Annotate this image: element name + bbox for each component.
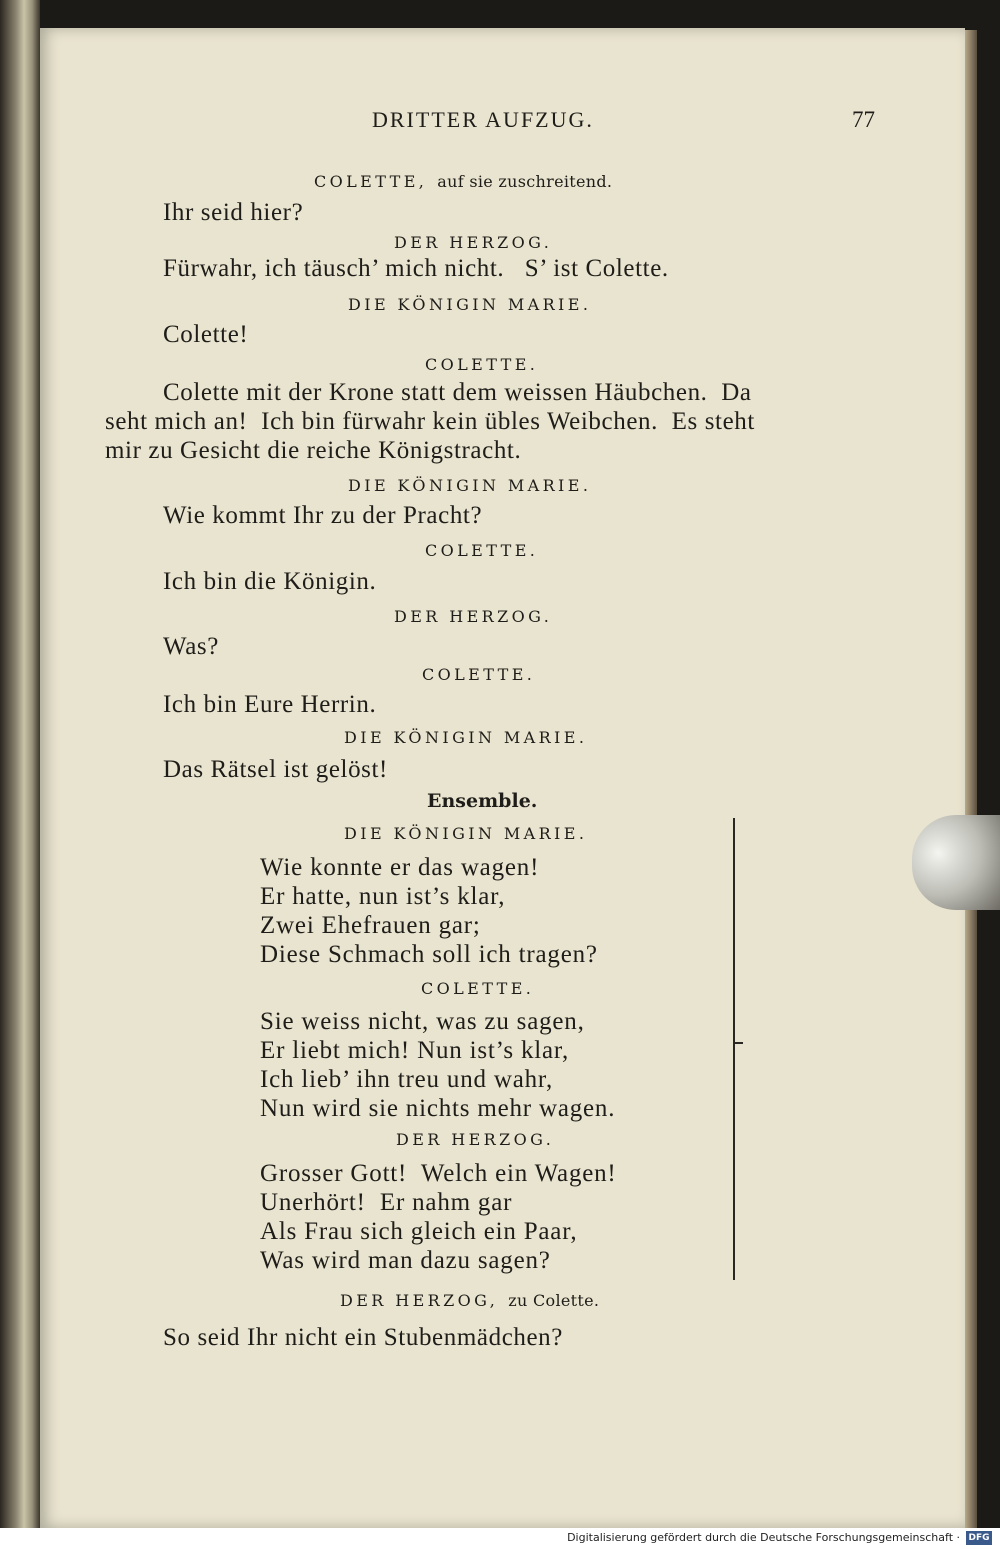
dialogue-line: mir zu Gesicht die reiche Königstracht. — [105, 437, 522, 464]
speaker-heading: DIE KÖNIGIN MARIE. — [344, 824, 588, 843]
verse-line: Ich lieb’ ihn treu und wahr, — [260, 1066, 554, 1093]
dialogue-line: So seid Ihr nicht ein Stubenmädchen? — [163, 1324, 563, 1351]
verse-line: Nun wird sie nichts mehr wagen. — [260, 1095, 616, 1122]
dialogue-line: Colette! — [163, 321, 249, 348]
speaker-heading: DIE KÖNIGIN MARIE. — [348, 476, 592, 495]
verse-line: Sie weiss nicht, was zu sagen, — [260, 1008, 585, 1035]
dfg-logo: DFG — [966, 1531, 992, 1545]
verse-line: Er hatte, nun ist’s klar, — [260, 883, 506, 910]
dialogue-line: Ich bin die Königin. — [163, 568, 377, 595]
verse-line: Was wird man dazu sagen? — [260, 1247, 551, 1274]
ensemble-brace — [733, 818, 745, 1280]
verse-line: Diese Schmach soll ich tragen? — [260, 941, 598, 968]
dialogue-line: Wie kommt Ihr zu der Pracht? — [163, 502, 483, 529]
verse-line: Unerhört! Er nahm gar — [260, 1189, 513, 1216]
speaker-heading: COLETTE. — [425, 541, 539, 560]
verse-line: Wie konnte er das wagen! — [260, 854, 540, 881]
verse-line: Er liebt mich! Nun ist’s klar, — [260, 1037, 570, 1064]
footer-bar — [0, 1528, 1000, 1549]
dialogue-line: Ich bin Eure Herrin. — [163, 691, 377, 718]
dialogue-line: Ihr seid hier? — [163, 199, 304, 226]
dialogue-line: Das Rätsel ist gelöst! — [163, 756, 388, 783]
speaker-heading: DER HERZOG. — [396, 1130, 555, 1149]
speaker-heading: DIE KÖNIGIN MARIE. — [348, 295, 592, 314]
verse-line: Grosser Gott! Welch ein Wagen! — [260, 1160, 617, 1187]
page-clip — [912, 815, 1000, 910]
speaker-heading: DIE KÖNIGIN MARIE. — [344, 728, 588, 747]
speaker-heading: COLETTE. — [421, 979, 535, 998]
page-edge — [965, 30, 977, 1528]
dialogue-line: Fürwahr, ich täusch’ mich nicht. S’ ist Colette. — [163, 255, 669, 282]
speaker-heading: COLETTE. — [425, 355, 539, 374]
speaker-heading: DER HERZOG, zu Colette. — [340, 1291, 600, 1310]
verse-line: Zwei Ehefrauen gar; — [260, 912, 481, 939]
speaker-heading: DER HERZOG. — [394, 233, 553, 252]
speaker-heading: COLETTE. — [422, 665, 536, 684]
dialogue-line: Colette mit der Krone statt dem weissen Häubchen. Da — [163, 379, 752, 406]
dialogue-line: seht mich an! Ich bin fürwahr kein übles Weibchen. Es steht — [105, 408, 755, 435]
verse-line: Als Frau sich gleich ein Paar, — [260, 1218, 578, 1245]
ensemble-brace-point — [733, 1042, 743, 1044]
speaker-heading: COLETTE, auf sie zuschreitend. — [314, 172, 613, 191]
page-number: 77 — [852, 107, 875, 132]
speaker-heading: DER HERZOG. — [394, 607, 553, 626]
book-spine — [0, 0, 40, 1528]
section-heading: Ensemble. — [427, 790, 538, 812]
running-title: DRITTER AUFZUG. — [372, 107, 594, 132]
dialogue-line: Was? — [163, 633, 219, 660]
funding-credit: Digitalisierung gefördert durch die Deutsche Forschungsgemeinschaft · — [567, 1531, 960, 1544]
